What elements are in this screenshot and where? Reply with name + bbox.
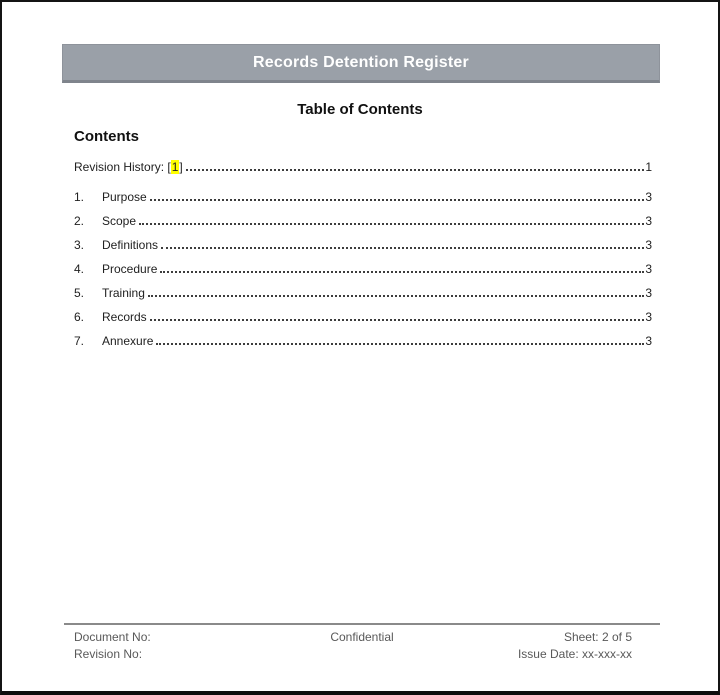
toc-entry-page: 3 — [645, 262, 652, 276]
footer-left-block — [64, 629, 244, 663]
toc-entry[interactable] — [74, 300, 652, 324]
toc-entry[interactable] — [74, 252, 652, 276]
toc-entry-page: 1 — [645, 160, 652, 174]
toc-entry-label: Procedure — [102, 262, 158, 276]
toc-page-title: Table of Contents — [297, 101, 423, 118]
toc-entry-label: Training — [102, 286, 145, 300]
toc-entry-label: Records — [102, 310, 147, 324]
bracket-close: ] — [179, 160, 183, 174]
footer-center-block — [244, 629, 480, 663]
toc-leader-dots — [156, 343, 644, 345]
toc-leader-dots — [160, 271, 644, 273]
toc-entry-number: 6. — [74, 310, 85, 324]
toc-entry[interactable] — [74, 152, 652, 174]
footer-sheet-number: Sheet: 2 of 5 — [563, 630, 632, 644]
footer-revision-no: Revision No: — [74, 647, 143, 661]
footer-right-block — [480, 629, 660, 663]
toc-entry-number: 3. — [74, 238, 85, 252]
toc-entry-number: 5. — [74, 286, 85, 300]
contents-heading: Contents — [74, 128, 139, 145]
bracket-open: [ — [167, 160, 171, 174]
table-of-contents — [74, 152, 652, 348]
footer-confidential-label: Confidential — [330, 630, 394, 644]
toc-leader-dots — [161, 247, 644, 249]
toc-entry-label: Definitions — [102, 238, 159, 252]
document-header-title: Records Detention Register — [253, 53, 469, 71]
toc-entry-page: 3 — [645, 310, 652, 324]
page-footer — [64, 623, 660, 663]
toc-entry-label: Annexure — [102, 334, 154, 348]
toc-entry-page: 3 — [645, 286, 652, 300]
toc-entry-label: Purpose — [102, 190, 147, 204]
toc-entry[interactable] — [74, 228, 652, 252]
toc-leader-dots — [150, 199, 645, 201]
toc-leader-dots — [150, 319, 645, 321]
toc-leader-dots — [186, 169, 645, 171]
toc-leader-dots — [139, 223, 644, 225]
toc-entry-page: 3 — [645, 334, 652, 348]
toc-entry[interactable] — [74, 276, 652, 300]
toc-entry-page: 3 — [645, 238, 652, 252]
footer-document-no: Document No: — [74, 630, 151, 644]
toc-entry-page: 3 — [645, 214, 652, 228]
document-header-bar — [62, 44, 660, 83]
footer-issue-date: Issue Date: xx-xxx-xx — [517, 647, 632, 661]
toc-entry-page: 3 — [645, 190, 652, 204]
toc-entry-number: 1. — [74, 190, 85, 204]
toc-entry-label: Scope — [102, 214, 137, 228]
toc-entry[interactable] — [74, 204, 652, 228]
toc-entry[interactable] — [74, 180, 652, 204]
toc-entry-number: 2. — [74, 214, 85, 228]
toc-entry-label: Revision History: — [74, 160, 168, 174]
highlighted-revision-number: 1 — [171, 160, 179, 174]
toc-entry-number: 7. — [74, 334, 85, 348]
toc-entry-number: 4. — [74, 262, 85, 276]
toc-entry[interactable] — [74, 324, 652, 348]
toc-leader-dots — [148, 295, 644, 297]
